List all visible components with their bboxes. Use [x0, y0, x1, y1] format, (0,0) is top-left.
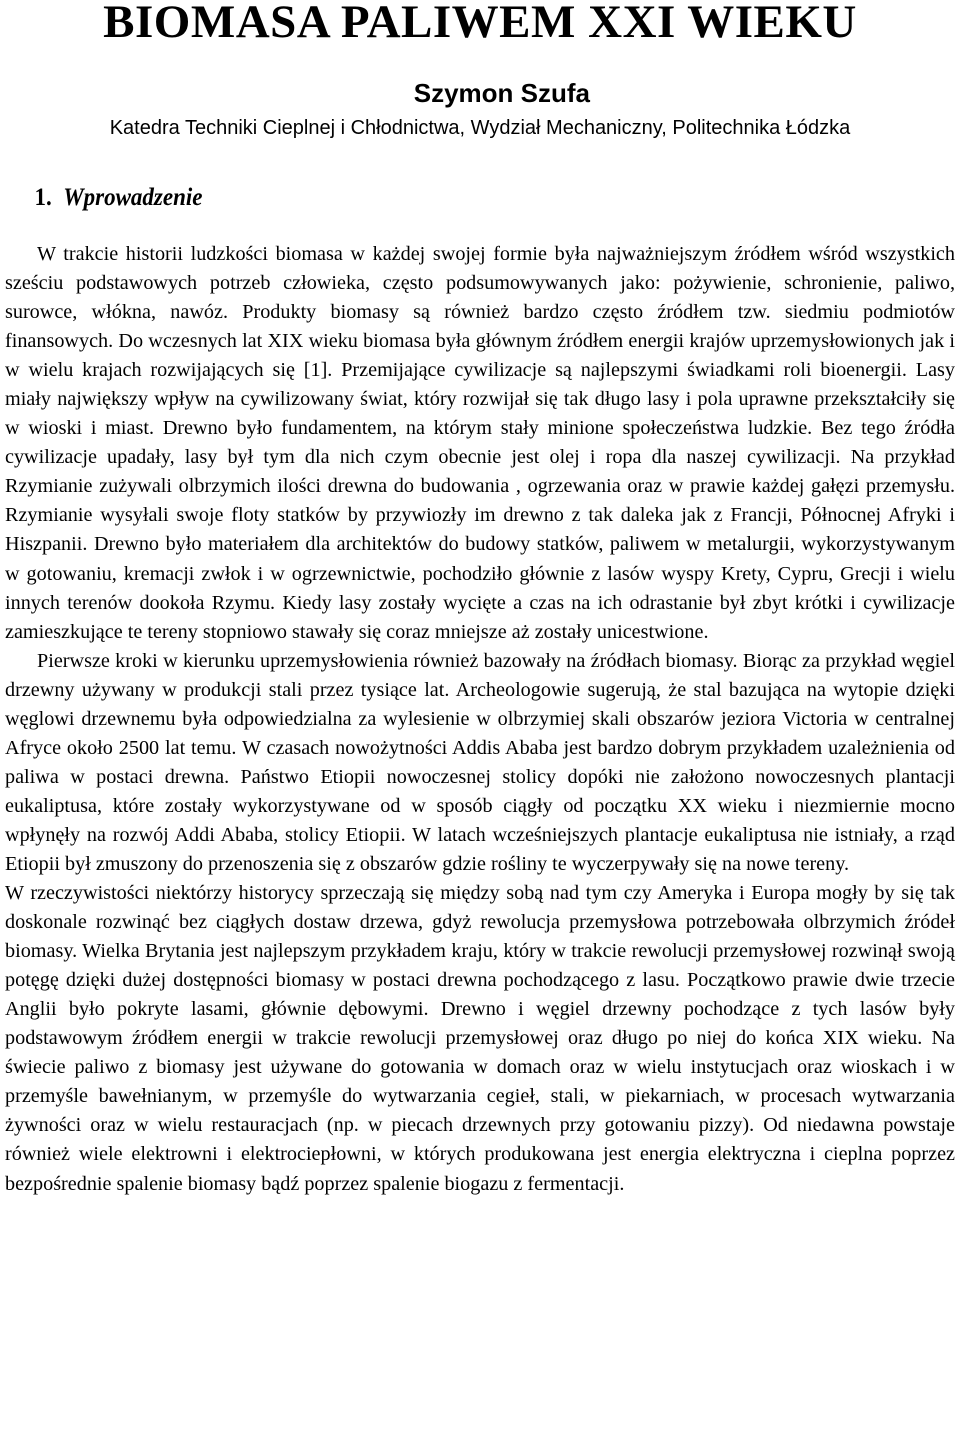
paragraph: W trakcie historii ludzkości biomasa w każdej swojej formie była najważniejszym źródłem wśród wszystkich sześciu podstawowych potrzeb człowieka, często podsumowywanych jako: pożywienie, schronienie, paliwo, surowce, włókna, nawóz. Produkty biomasy są również bardzo często źródłem tzw. siedmiu podmiotów finansowych. Do wczesnych lat XIX wieku biomasa była głównym źródłem energii krajów uprzemysłowionych jak i w wielu krajach rozwijających się [1]. Przemijające cywilizacje są najlepszymi świadkami roli bioenergii. Lasy miały największy wpływ na cywilizowany świat, który rozwijał się tak długo lasy i pola uprawne przekształciły się w wioski i miast. Drewno było fundamentem, na którym stały minione społeczeństwa ludzkie. Bez tego źródła cywilizacje upadały, lasy był tym dla nich czym obecnie jest olej i ropa dla naszej cywilizacji. Na przykład Rzymianie zużywali olbrzymich ilości drewna do budowania , ogrzewania oraz w prawie każdej gałęzi przemysłu. Rzymianie wysyłali swoje floty statków by przywiozły im drewno z tak daleka jak z Francji, Północnej Afryki i Hiszpanii. Drewno było materiałem dla architektów do budowy statków, paliwem w metalurgii, wykorzystywanym w gotowaniu, kremacji zwłok i w ogrzewnictwie, pochodziło głównie z lasów wyspy Krety, Cypru, Grecji i wielu innych terenów dookoła Rzymu. Kiedy lasy zostały wycięte a czas na ich odrastanie był zbyt krótki i cywilizacje zamieszkujące te tereny stopniowo stawały się coraz mniejsze aż zostały unicestwione. [5, 243, 955, 643]
author-name: Szymon Szufa [413, 78, 590, 108]
section-number: 1. [34, 184, 52, 211]
document-title: BIOMASA PALIWEM XXI WIEKU [103, 0, 857, 48]
section-heading [5, 182, 879, 214]
paragraph: W rzeczywistości niektórzy historycy sprzeczają się między sobą nad tym czy Ameryka i Europa mogły by się tak doskonale rozwinąć bez ciągłych dostaw drzewa, gdyż rewolucja przemysłowa potrzebowała olbrzymich źródeł biomasy. Wielka Brytania jest najlepszym przykładem kraju, który w trakcie rewolucji przemysłowej rozwinął swoją potęgę dzięki dużej dostępności biomasy w postaci drewna pochodzącego z lasu. Początkowo prawie dwie trzecie Anglii było pokryte lasami, głównie dębowymi. Drewno i węgiel drzewny pochodzące z tych lasów były podstawowym źródłem energii w trakcie rewolucji przemysłowej oraz długo po niej do końca XIX wieku. Na świecie paliwo z biomasy jest używane do gotowania w domach oraz w wielu instytucjach oraz wioskach i w przemyśle bawełnianym, w przemyśle do wytwarzania cegieł, stali, w piekarniach, w procesach wytwarzania żywności oraz w wielu restauracjach (np. w piecach drzewnych przy gotowaniu pizzy). Od niedawna powstaje również wiele elektrowni i elektrociepłowni, w których produkowana jest energia elektryczna i cieplna poprzez bezpośrednie spalenie biomasy bądź poprzez spalenie biogazu z fermentacji. [5, 882, 955, 1195]
document-page [5, 0, 955, 1199]
section-title: Wprowadzenie [63, 184, 203, 211]
body-text [5, 240, 955, 1199]
author-affiliation: Katedra Techniki Cieplnej i Chłodnictwa, Wydział Mechaniczny, Politechnika Łódzka [109, 117, 851, 139]
paragraph: Pierwsze kroki w kierunku uprzemysłowienia również bazowały na źródłach biomasy. Biorąc za przykład węgiel drzewny używany w produkcji stali przez tysiące lat. Archeologowie sugerują, że stal bazująca na wytopie dzięki węglowi drzewnemu była odpowiedzialna za wylesienie w olbrzymiej skali obszarów jeziora Victoria w centralnej Afryce około 2500 lat temu. W czasach nowożytności Addis Ababa jest bardzo dobrym przykładem uzależnienia od paliwa w postaci drewna. Państwo Etiopii nowoczesnej stolicy dopóki nie założono nowoczesnych plantacji eukaliptusa, które zostały wykorzystywane od w sposób ciągły od początku XX wieku i niezmiernie mocno wpłynęły na rozwój Addi Ababa, stolicy Etiopii. W latach wcześniejszych plantacje eukaliptusa nie istniały, a rząd Etiopii był zmuszony do przenoszenia się z obszarów gdzie rośliny te wyczerpywały się na nowe tereny. [5, 649, 955, 875]
